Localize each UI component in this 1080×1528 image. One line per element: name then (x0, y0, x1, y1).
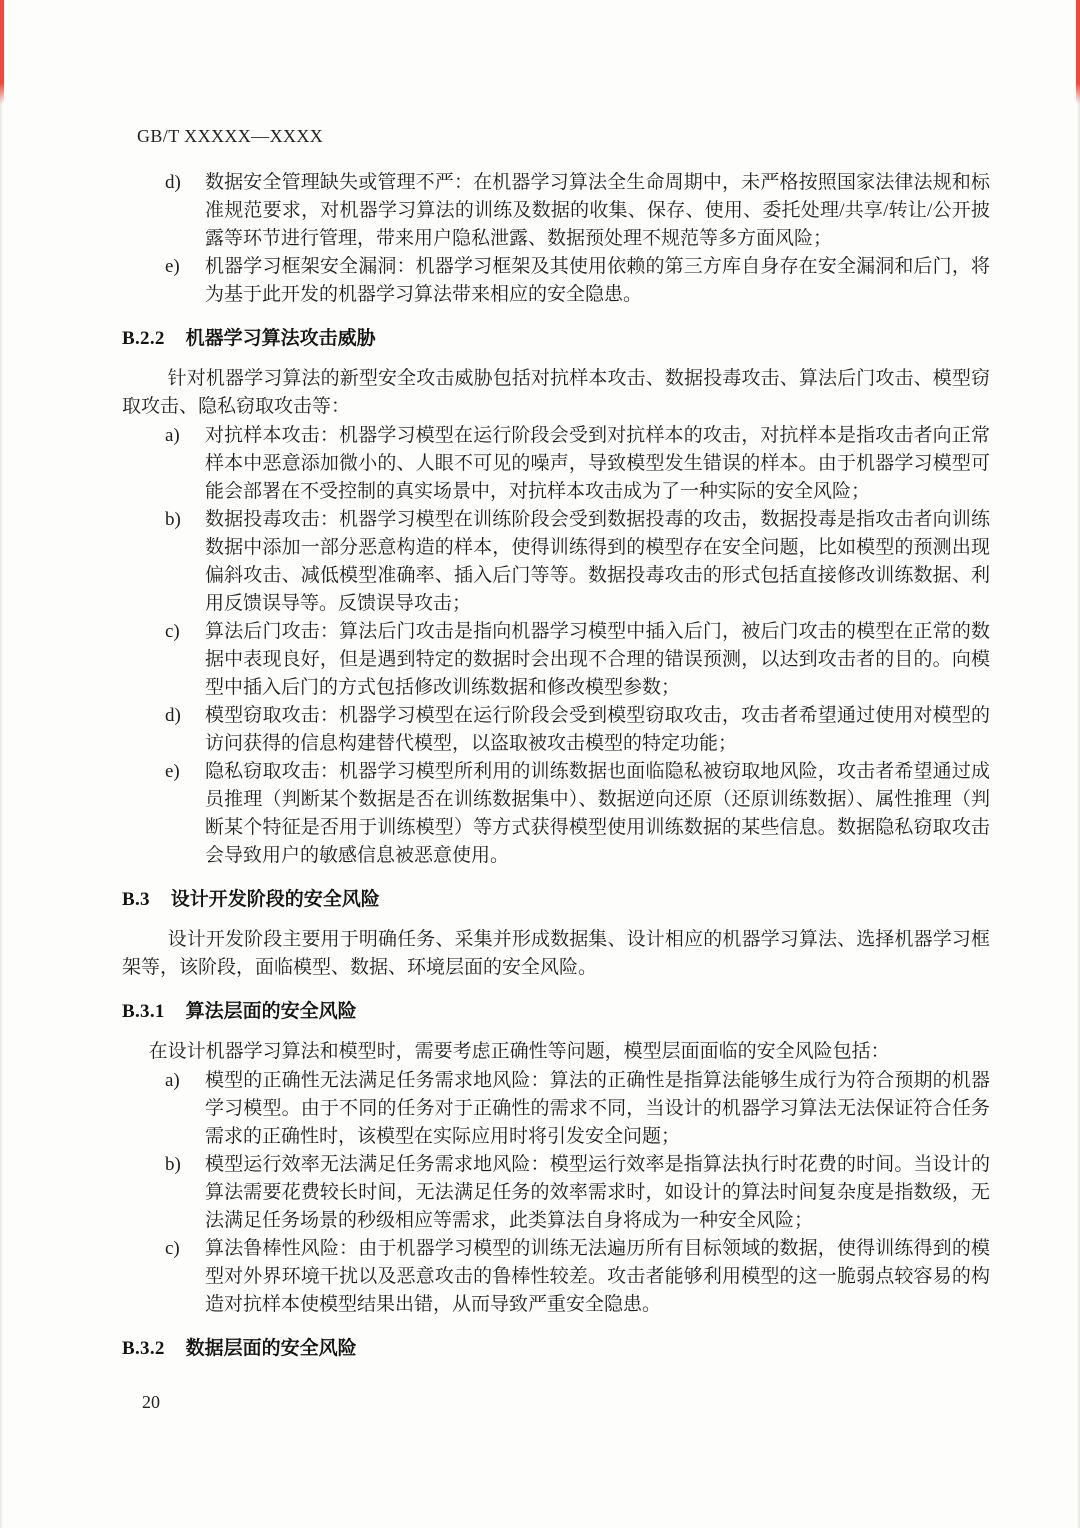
paragraph: 在设计机器学习算法和模型时，需要考虑正确性等问题，模型层面面临的安全风险包括： (148, 1041, 890, 1062)
section-title: 数据层面的安全风险 (185, 1338, 357, 1359)
list-item-text: 机器学习框架安全漏洞：机器学习框架及其使用依赖的第三方库自身存在安全漏洞和后门，将为基于此开发的机器学习算法带来相应的安全隐患。 (205, 256, 990, 305)
section-number: B.3.1 (122, 1001, 165, 1022)
list-marker: d) (165, 705, 181, 726)
section-heading (122, 998, 990, 1026)
clause-list (122, 169, 990, 309)
section-heading (122, 325, 990, 353)
section-heading (122, 1335, 990, 1363)
paragraph: 设计开发阶段主要用于明确任务、采集并形成数据集、设计相应的机器学习算法、选择机器学习框架等，该阶段，面临模型、数据、环境层面的安全风险。 (122, 929, 990, 978)
paragraph: 针对机器学习算法的新型安全攻击威胁包括对抗样本攻击、数据投毒攻击、算法后门攻击、模型窃取攻击、隐私窃取攻击等： (122, 368, 990, 417)
list-item-text: 隐私窃取攻击：机器学习模型所利用的训练数据也面临隐私被窃取地风险，攻击者希望通过成员推理（判断某个数据是否在训练数据集中）、数据逆向还原（还原训练数据）、属性推理（判断某个特征是否用于训练模型）等方式获得模型使用训练数据的某些信息。数据隐私窃取攻击会导致用户的敏感信息被恶意使用。 (205, 761, 990, 866)
list-item (122, 506, 990, 618)
list-item-text: 模型窃取攻击：机器学习模型在运行阶段会受到模型窃取攻击，攻击者希望通过使用对模型的访问获得的信息构建替代模型，以盗取被攻击模型的特定功能； (205, 705, 990, 754)
list-marker: b) (165, 509, 181, 530)
list-item-text: 模型的正确性无法满足任务需求地风险：算法的正确性是指算法能够生成行为符合预期的机器学习模型。由于不同的任务对于正确性的需求不同，当设计的机器学习算法无法保证符合任务需求的正确性时，该模型在实际应用时将引发安全问题； (205, 1070, 990, 1147)
list-marker: a) (165, 1070, 180, 1091)
page-number: 20 (142, 1392, 160, 1412)
list-item (122, 618, 990, 702)
section-title: 算法层面的安全风险 (185, 1001, 357, 1022)
list-marker: c) (165, 1238, 180, 1259)
document-content (122, 169, 990, 1363)
section-heading (122, 886, 990, 914)
list-marker: c) (165, 621, 180, 642)
scan-artifact-right (1076, 0, 1080, 104)
list-item (122, 1151, 990, 1235)
list-item (122, 1235, 990, 1319)
list-item-text: 数据投毒攻击：机器学习模型在训练阶段会受到数据投毒的攻击，数据投毒是指攻击者向训练数据中添加一部分恶意构造的样本，使得训练得到的模型存在安全问题，比如模型的预测出现偏斜攻击、减低模型准确率、插入后门等等。数据投毒攻击的形式包括直接修改训练数据、利用反馈误导等。反馈误导攻击； (205, 509, 990, 614)
section-title: 设计开发阶段的安全风险 (170, 889, 380, 910)
clause-list (122, 1067, 990, 1319)
list-item (122, 702, 990, 758)
list-marker: e) (165, 256, 180, 277)
section-number: B.3 (122, 889, 150, 910)
list-item-text: 数据安全管理缺失或管理不严：在机器学习算法全生命周期中，未严格按照国家法律法规和标准规范要求，对机器学习算法的训练及数据的收集、保存、使用、委托处理/共享/转让/公开披露等环节进行管理，带来用户隐私泄露、数据预处理不规范等多方面风险； (205, 172, 990, 249)
section-number: B.3.2 (122, 1338, 165, 1359)
list-item-text: 算法鲁棒性风险：由于机器学习模型的训练无法遍历所有目标领域的数据，使得训练得到的模型对外界环境干扰以及恶意攻击的鲁棒性较差。攻击者能够利用模型的这一脆弱点较容易的构造对抗样本使模型结果出错，从而导致严重安全隐患。 (205, 1238, 990, 1315)
document-header (137, 126, 990, 147)
section-title: 机器学习算法攻击威胁 (185, 328, 376, 349)
page-edge-left (0, 0, 3, 1528)
list-marker: e) (165, 761, 180, 782)
list-item-text: 算法后门攻击：算法后门攻击是指向机器学习模型中插入后门，被后门攻击的模型在正常的数据中表现良好，但是遇到特定的数据时会出现不合理的错误预测，以达到攻击者的目的。向模型中插入后门的方式包括修改训练数据和修改模型参数； (205, 621, 990, 698)
list-item-text: 模型运行效率无法满足任务需求地风险：模型运行效率是指算法执行时花费的时间。当设计的算法需要花费较长时间，无法满足任务的效率需求时，如设计的算法时间复杂度是指数级，无法满足任务场景的秒级相应等需求，此类算法自身将成为一种安全风险； (205, 1154, 990, 1231)
list-marker: b) (165, 1154, 181, 1175)
standard-number: GB/T XXXXX—XXXX (137, 126, 324, 146)
list-item (122, 422, 990, 506)
list-item (122, 253, 990, 309)
section-number: B.2.2 (122, 328, 165, 349)
list-marker: d) (165, 172, 181, 193)
list-item (122, 169, 990, 253)
clause-list (122, 422, 990, 870)
document-footer (142, 1392, 160, 1413)
list-marker: a) (165, 425, 180, 446)
list-item (122, 758, 990, 870)
scan-artifact-left (0, 0, 4, 104)
list-item (122, 1067, 990, 1151)
list-item-text: 对抗样本攻击：机器学习模型在运行阶段会受到对抗样本的攻击，对抗样本是指攻击者向正常样本中恶意添加微小的、人眼不可见的噪声，导致模型发生错误的样本。由于机器学习模型可能会部署在不受控制的真实场景中，对抗样本攻击成为了一种实际的安全风险； (205, 425, 990, 502)
